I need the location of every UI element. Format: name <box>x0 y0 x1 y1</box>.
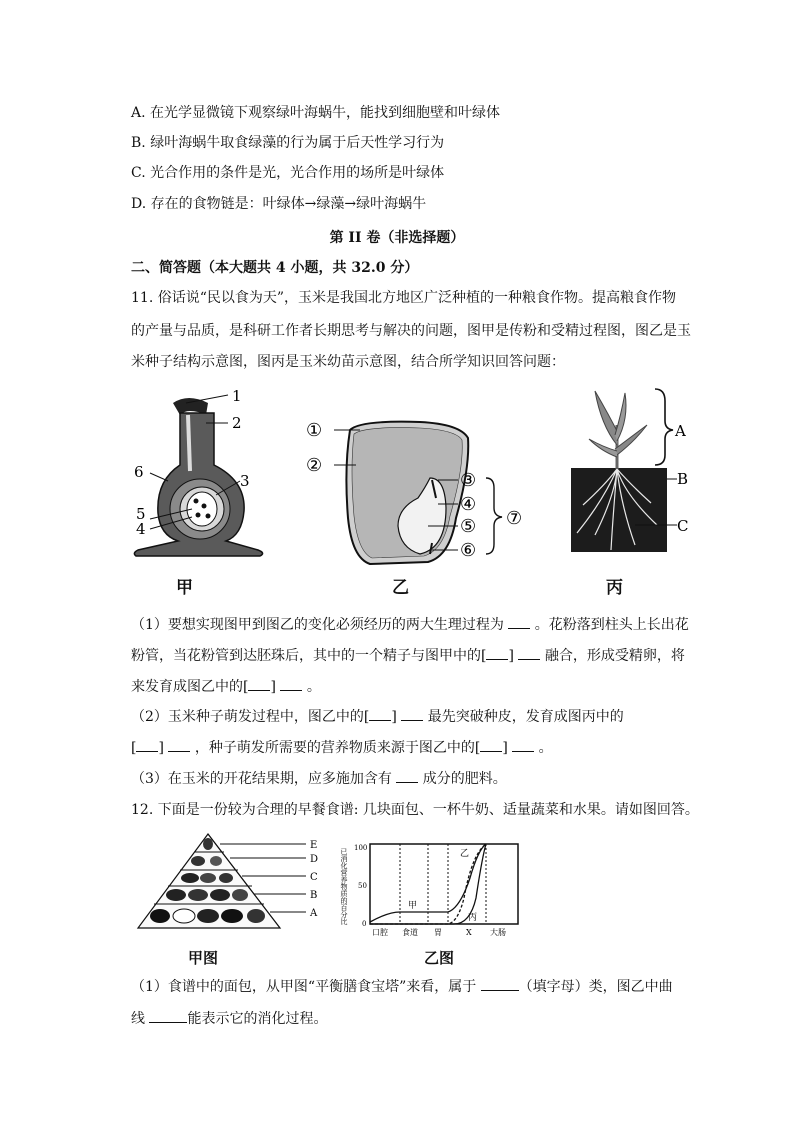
chart-xtick-mouth: 口腔 <box>372 928 388 937</box>
bing-label-a: A <box>675 422 686 440</box>
q12-part1-line1: （1）食谱中的面包，从甲图“平衡膳食宝塔”来看，属于 （填字母）类，图乙中曲 <box>131 976 673 997</box>
q11-part2-line2: [ ] ，种子萌发所需要的营养物质来源于图乙中的[ ] 。 <box>131 737 553 758</box>
option-b: B. 绿叶海蜗牛取食绿藻的行为属于后天性学习行为 <box>131 135 445 151</box>
caption-jia: 甲 <box>176 578 193 598</box>
section-header: 二、简答题（本大题共 4 小题，共 32.0 分） <box>131 260 419 276</box>
q11-part1-line3: 来发育成图乙中的[ ] 。 <box>131 676 321 697</box>
jia-label-3: 3 <box>240 472 250 490</box>
yi-label-1: ① <box>306 420 323 441</box>
q11-part2-line1: （2）玉米种子萌发过程中，图乙中的[ ] 最先突破种皮，发育成图丙中的 <box>131 706 624 727</box>
pyramid-label-a: A <box>310 908 318 919</box>
figure-food-pyramid <box>130 830 330 940</box>
jia-label-4: 4 <box>136 520 146 538</box>
option-c: C. 光合作用的条件是光，光合作用的场所是叶绿体 <box>131 165 445 181</box>
jia-label-1: 1 <box>232 387 242 405</box>
yi-label-2: ② <box>306 455 323 476</box>
chart-xtick-esophagus: 食道 <box>402 928 418 937</box>
q11-part1-line2: 粉管，当花粉管到达胚珠后，其中的一个精子与图甲中的[ ] 融合，形成受精卵，将 <box>131 645 685 666</box>
chart-ytick-100: 100 <box>354 844 368 852</box>
caption-jia-tu: 甲图 <box>188 949 219 967</box>
curve-label-jia: 甲 <box>408 901 418 911</box>
caption-yi-tu: 乙图 <box>424 949 455 967</box>
yi-label-6: ⑥ <box>460 540 477 561</box>
figure-digestion-chart <box>338 838 526 940</box>
caption-yi: 乙 <box>392 578 409 598</box>
chart-xtick-stomach: 胃 <box>434 928 442 937</box>
bing-label-b: B <box>677 470 689 488</box>
pyramid-label-d: D <box>310 854 319 865</box>
q11-part1-line1: （1）要想实现图甲到图乙的变化必须经历的两大生理过程为 。花粉落到柱头上长出花 <box>131 614 689 635</box>
yi-label-3: ③ <box>460 470 477 491</box>
curve-label-yi: 乙 <box>460 849 470 859</box>
jia-label-2: 2 <box>232 414 242 432</box>
chart-xtick-x: X <box>466 928 472 937</box>
bing-label-c: C <box>677 517 689 535</box>
q12-line1: 12. 下面是一份较为合理的早餐食谱: 几块面包、一杯牛奶、适量蔬菜和水果。请如图回答。 <box>131 802 699 818</box>
pyramid-label-e: E <box>310 840 318 851</box>
q11-line2: 的产量与品质，是科研工作者长期思考与解决的问题，图甲是传粉和受精过程图，图乙是玉 <box>131 323 691 339</box>
chart-xtick-large-intestine: 大肠 <box>490 928 506 937</box>
figure-jia-pistil <box>128 385 268 570</box>
chart-ytick-0: 0 <box>362 920 367 928</box>
figure-yi-seed <box>300 408 540 573</box>
caption-bing: 丙 <box>606 578 623 598</box>
q11-line3: 米种子结构示意图，图丙是玉米幼苗示意图，结合所学知识回答问题： <box>131 354 565 370</box>
q12-part1-line2: 线 能表示它的消化过程。 <box>131 1008 327 1029</box>
yi-label-5: ⑤ <box>460 516 477 537</box>
curve-label-bing: 丙 <box>468 913 478 923</box>
yi-label-4: ④ <box>460 494 477 515</box>
chart-yaxis-label: 已消化营养物质的百分比 <box>340 848 348 925</box>
figure-bing-seedling <box>565 385 705 570</box>
option-d: D. 存在的食物链是：叶绿体→绿藻→绿叶海蜗牛 <box>131 196 427 212</box>
chart-ytick-50: 50 <box>358 882 367 890</box>
q11-line1: 11. 俗话说“民以食为天”，玉米是我国北方地区广泛种植的一种粮食作物。提高粮食作物 <box>131 290 677 306</box>
q11-part3: （3）在玉米的开花结果期，应多施加含有 成分的肥料。 <box>131 768 507 789</box>
section-title: 第 II 卷（非选择题） <box>329 230 465 246</box>
pyramid-label-c: C <box>310 872 318 883</box>
pyramid-label-b: B <box>310 890 318 901</box>
option-a: A. 在光学显微镜下观察绿叶海蜗牛，能找到细胞壁和叶绿体 <box>131 105 501 121</box>
jia-label-6: 6 <box>134 463 144 481</box>
yi-label-7: ⑦ <box>506 508 523 529</box>
jia-label-5: 5 <box>136 505 146 523</box>
